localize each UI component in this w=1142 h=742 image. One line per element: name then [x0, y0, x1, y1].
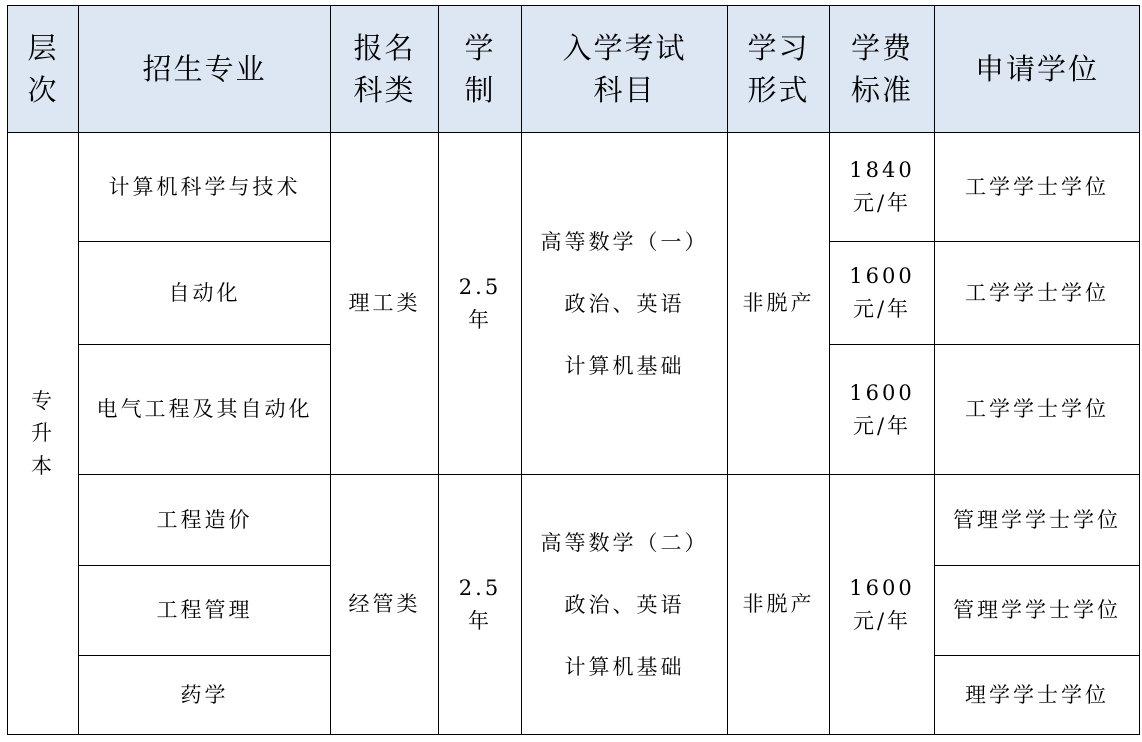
- tuition-unit: 元/年: [852, 297, 912, 321]
- header-category-line-2: 科类: [353, 73, 416, 107]
- header-level-line-2: 次: [27, 73, 59, 107]
- degree-cell: 工学学士学位: [935, 345, 1140, 475]
- header-exam-subjects: [522, 6, 728, 133]
- header-tuition-line-2: 标准: [850, 73, 913, 107]
- level-line-3: 本: [31, 453, 55, 478]
- duration-cell: [439, 133, 522, 475]
- header-duration: [439, 6, 522, 133]
- major-name: 电气工程及其自动化: [96, 397, 313, 422]
- exam-subject: 政治、英语: [564, 291, 685, 316]
- header-category: [331, 6, 439, 133]
- degree-cell: 工学学士学位: [935, 133, 1140, 242]
- major-name: 计算机科学与技术: [108, 174, 301, 199]
- exam-subject: 计算机基础: [564, 353, 685, 378]
- major-cell: [79, 242, 331, 345]
- duration-cell: [439, 475, 522, 735]
- header-exam-subjects-line-1: 入学考试: [562, 30, 687, 65]
- duration-unit: 年: [468, 307, 492, 332]
- major-cell: [79, 566, 331, 656]
- exam-subject: 高等数学（二）: [540, 530, 709, 555]
- tuition-unit: 元/年: [852, 413, 912, 438]
- tuition-amount: 1600: [849, 264, 915, 289]
- exam-subjects-cell: [522, 475, 728, 735]
- tuition-unit: 元/年: [852, 608, 912, 633]
- header-tuition: [830, 6, 935, 133]
- tuition-cell: [830, 133, 935, 242]
- category-cell: 理工类: [331, 133, 439, 475]
- degree-cell: 管理学学士学位: [935, 566, 1140, 656]
- header-study-mode: [728, 6, 830, 133]
- header-row: [8, 6, 1140, 133]
- tuition-amount: 1600: [849, 380, 915, 405]
- header-category-line-1: 报名: [353, 30, 416, 65]
- header-study-mode-line-1: 学习: [747, 30, 810, 65]
- degree-cell: 工学学士学位: [935, 242, 1140, 345]
- duration-value: 2.5: [458, 575, 502, 600]
- degree-cell: 理学学士学位: [935, 656, 1140, 735]
- major-cell: [79, 656, 331, 735]
- tuition-unit: 元/年: [852, 191, 912, 215]
- major-name: 工程管理: [156, 598, 253, 623]
- table-row: [8, 133, 1140, 242]
- header-tuition-line-1: 学费: [850, 30, 913, 65]
- tuition-cell: [830, 242, 935, 345]
- tuition-amount: 1600: [849, 575, 915, 600]
- header-duration-line-2: 制: [464, 73, 496, 107]
- exam-subject: 高等数学（一）: [540, 229, 709, 254]
- exam-subject: 政治、英语: [564, 592, 685, 617]
- header-exam-subjects-line-2: 科目: [593, 73, 656, 107]
- major-cell: [79, 133, 331, 242]
- table-row: [8, 475, 1140, 566]
- exam-subject: 计算机基础: [564, 654, 685, 679]
- major-cell: [79, 475, 331, 566]
- major-name: 工程造价: [156, 507, 253, 532]
- level-cell: [8, 133, 79, 735]
- level-line-1: 专: [31, 388, 55, 413]
- study-mode-cell: 非脱产: [728, 133, 830, 475]
- exam-subjects-cell: [522, 133, 728, 475]
- header-study-mode-line-2: 形式: [747, 73, 810, 107]
- study-mode-cell: 非脱产: [728, 475, 830, 735]
- degree-cell: 管理学学士学位: [935, 475, 1140, 566]
- tuition-amount: 1840: [849, 158, 915, 183]
- header-degree: 申请学位: [935, 6, 1140, 133]
- category-cell: 经管类: [331, 475, 439, 735]
- header-level-line-1: 层: [27, 30, 59, 65]
- major-name: 自动化: [168, 280, 241, 305]
- duration-value: 2.5: [458, 274, 502, 299]
- level-line-2: 升: [31, 421, 55, 446]
- header-duration-line-1: 学: [464, 30, 496, 65]
- admissions-table: [7, 5, 1140, 735]
- tuition-cell: [830, 345, 935, 475]
- major-cell: [79, 345, 331, 475]
- header-level: [8, 6, 79, 133]
- duration-unit: 年: [468, 608, 492, 633]
- major-name: 药学: [180, 682, 229, 707]
- header-major: 招生专业: [79, 6, 331, 133]
- tuition-cell: [830, 475, 935, 735]
